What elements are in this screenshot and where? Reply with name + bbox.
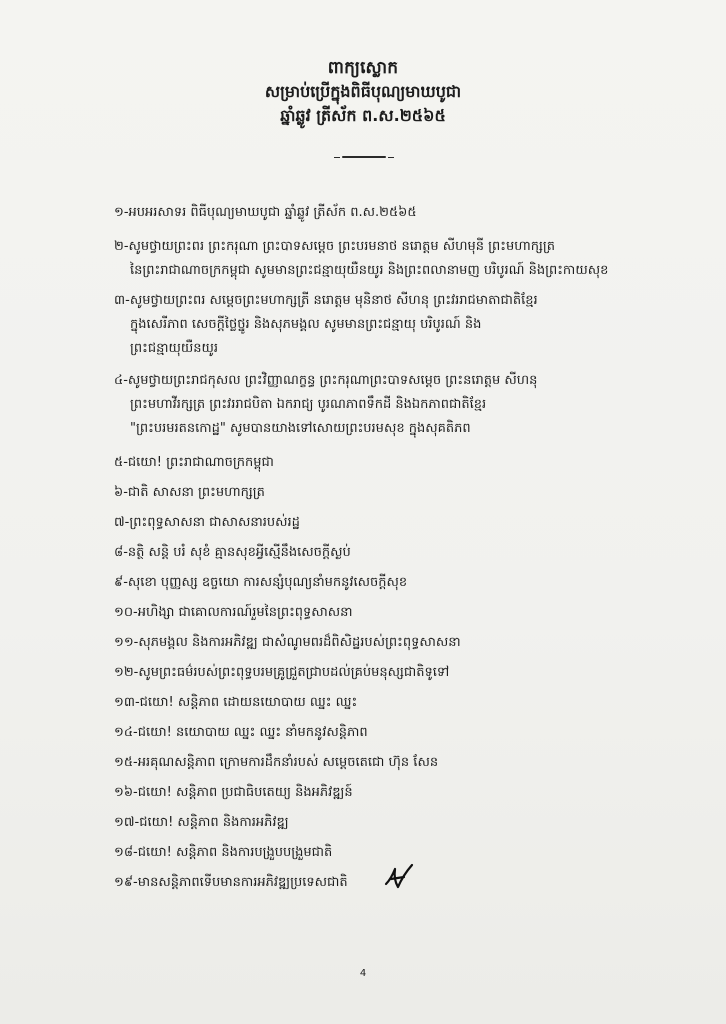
item-text: ជយោ! សន្តិភាព ប្រជាធិបតេយ្យ និងអភិវឌ្ឍន៍ — [137, 785, 353, 800]
item-text: មានសន្តិភាពទើបមានការអភិវឌ្ឍប្រទេសជាតិ — [137, 875, 348, 890]
item-number: ៥- — [114, 455, 128, 470]
item-text: សុខោ បុញ្ញស្ស ឧច្ចយោ ការសន្សំបុណ្យនាំមកនូវសេចក្តីសុខ — [127, 575, 408, 590]
item-number: ១៦- — [114, 785, 138, 800]
slogan-item-15 — [114, 752, 674, 774]
slogan-item-6 — [114, 482, 674, 504]
item-text: ជយោ! សន្តិភាព ដោយនយោបាយ ឈ្នះ ឈ្នះ — [139, 695, 358, 710]
item-text: អបអរសាទរ ពិធីបុណ្យមាឃបូជា ឆ្នាំឆ្លូវ ត្រីស័ក ព.ស.២៥៦៥ — [128, 205, 417, 220]
item-text: សុភមង្គល និងការអភិវឌ្ឍ ជាសំណូមពរដ៏ពិសិដ្ឋរបស់ព្រះពុទ្ធសាសនា — [138, 635, 461, 650]
item-number: ២- — [114, 239, 129, 254]
item-number: ៦- — [114, 485, 128, 500]
item-number: ១៥- — [114, 755, 138, 770]
item-text: អរគុណសន្តិភាព ក្រោមការដឹកនាំរបស់ សម្តេចតេជោ ហ៊ុន សែន — [137, 755, 439, 770]
item-text: អហិង្សា ជាគោលការណ៍រួមនៃព្រះពុទ្ធសាសនា — [137, 605, 353, 620]
item-number: ៤- — [114, 373, 128, 388]
slogan-item-4-cont-1: ព្រះមហាវីរក្សត្រ ព្រះវររាជបិតា ឯករាជ្យ បូរណភាពទឹកដី និងឯកភាពជាតិខ្មែរ — [130, 397, 487, 412]
item-number: ៣- — [114, 293, 130, 308]
slogan-item-16 — [114, 782, 674, 804]
slogan-item-1 — [114, 202, 674, 224]
item-text: ជយោ! ព្រះរាជាណាចក្រកម្ពុជា — [127, 455, 274, 470]
item-number: ១៩- — [114, 875, 138, 890]
slogan-item-8 — [114, 542, 674, 564]
item-text: សូមថ្វាយព្រះពរ សម្តេចព្រះមហាក្សត្រី នរោត្តម មុនិនាថ សីហនុ ព្រះវររាជមាតាជាតិខ្មែរ — [129, 293, 538, 308]
slogan-item-10 — [114, 602, 674, 624]
item-number: ៨- — [114, 545, 128, 560]
slogan-item-11 — [114, 632, 674, 654]
item-text: សូមថ្វាយព្រះរាជកុសល ព្រះវិញ្ញាណក្ខន្ធ ព្រះករុណាព្រះបាទសម្តេច ព្រះនរោត្តម សីហនុ — [127, 373, 538, 388]
item-number: ១៧- — [114, 815, 140, 830]
page-number: 4 — [359, 968, 367, 979]
slogan-item-12 — [114, 662, 674, 684]
item-text: ជយោ! សន្តិភាព និងការបង្រួបបង្រួមជាតិ — [137, 845, 333, 860]
item-number: ៧- — [114, 515, 130, 530]
item-text: សូមព្រះធម៌របស់ព្រះពុទ្ធបរមគ្រូជ្រួតជ្រាបដល់គ្រប់មនុស្សជាតិទូទៅ — [138, 665, 450, 680]
item-text: ជាតិ សាសនា ព្រះមហាក្សត្រ — [127, 485, 265, 500]
item-number: ១- — [114, 205, 129, 220]
document-subtitle: សម្រាប់ប្រើក្នុងពិធីបុណ្យមាឃបូជា — [264, 82, 462, 101]
item-text: ជយោ! សន្តិភាព និងការអភិវឌ្ឍ — [139, 815, 289, 830]
slogan-item-19 — [114, 872, 378, 894]
slogan-item-4-cont-2: "ព្រះបរមរតនកោដ្ឋ" សូមបានយាងទៅសោយព្រះបរមសុខ ក្នុងសុគតិភព — [130, 421, 471, 436]
slogan-item-14 — [114, 722, 674, 744]
item-number: ១២- — [114, 665, 139, 680]
item-text: ព្រះពុទ្ធសាសនា ជាសាសនារបស់រដ្ឋ — [129, 515, 300, 530]
slogan-item-2-cont: នៃព្រះរាជាណាចក្រកម្ពុជា សូមមានព្រះជន្មាយុយឺនយូរ និងព្រះពលានាមញ បរិបូរណ៍ និងព្រះកាយសុខ — [130, 263, 609, 278]
slogan-item-7 — [114, 512, 674, 534]
slogan-item-5 — [114, 452, 674, 474]
item-number: ១៣- — [114, 695, 140, 710]
item-number: ៩- — [114, 575, 128, 590]
item-number: ១៤- — [114, 725, 138, 740]
item-number: ១៨- — [114, 845, 138, 860]
slogan-item-9 — [114, 572, 674, 594]
item-text: នត្ថិ សន្តិ បរំ សុខំ គ្មានសុខអ្វីស្មើនឹងសេចក្តីស្ងប់ — [127, 545, 351, 560]
document-year-line: ឆ្នាំឆ្លូវ ត្រីស័ក ព.ស.២៥៦៥ — [280, 106, 446, 125]
slogan-item-17 — [114, 812, 674, 834]
item-text: សូមថ្វាយព្រះពរ ព្រះករុណា ព្រះបាទសម្តេច ព្រះបរមនាថ នរោត្តម សីហមុនី ព្រះមហាក្សត្រ — [128, 239, 555, 254]
slogan-item-4 — [114, 370, 674, 392]
item-number: ១០- — [114, 605, 138, 620]
item-number: ១១- — [114, 635, 139, 650]
slogan-item-2 — [114, 236, 674, 258]
document-title: ពាក្យស្លោក — [327, 58, 399, 78]
signature-mark — [382, 860, 416, 894]
slogan-item-13 — [114, 692, 674, 714]
slogan-item-3 — [114, 290, 674, 312]
item-text: ជយោ! នយោបាយ ឈ្នះ ឈ្នះ នាំមកនូវសន្តិភាព — [137, 725, 368, 740]
slogan-item-3-cont-1: ក្នុងសេរីភាព សេចក្តីថ្លៃថ្នូរ និងសុភមង្គល សូមមានព្រះជន្មាយុ បរិបូរណ៍ និង — [130, 317, 482, 332]
slogan-item-3-cont-2: ព្រះជន្មាយុយឺនយូរ — [130, 341, 218, 356]
